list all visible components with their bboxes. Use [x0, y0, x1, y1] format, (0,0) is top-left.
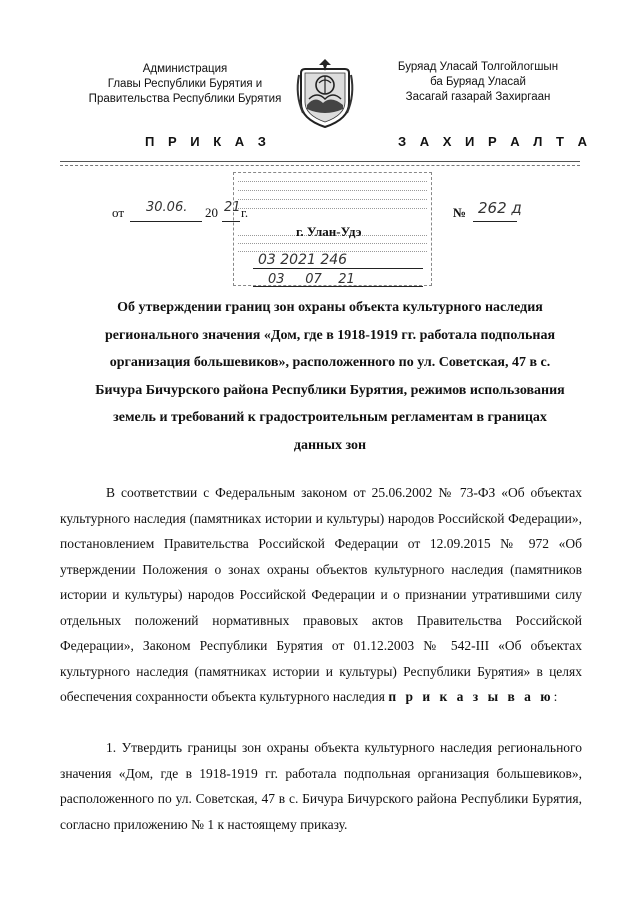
- year-handwritten: 21: [224, 200, 241, 215]
- order-title-ru: П Р И К А З: [145, 134, 271, 149]
- coat-of-arms-emblem: [293, 55, 357, 131]
- number-handwritten: 262 д: [478, 199, 522, 217]
- city-name: г. Улан-Удэ: [296, 224, 362, 239]
- issuer-ru-line-2: Главы Республики Бурятия и: [107, 78, 263, 90]
- order-title-bua: З А Х И Р А Л Т А: [398, 134, 592, 149]
- issuer-ru: [80, 62, 290, 107]
- issuer-bua: [378, 60, 578, 105]
- issuer-bua-line-3: Засагай газарай Захиргаан: [405, 91, 551, 103]
- preamble-text: В соответствии с Федеральным законом от 25.06.2002 № 73-ФЗ «Об объектах культурного наследия (памятниках истории и культуры) народов Российской Федерации», постановлением Правительства Российской Федерации от 12.09.2015 № 972 «Об утверждении Положения о зонах охраны объектов культурного наследия (памятников истории и культуры) народов Российской Федерации и о признании утратившими силу отдельных положений нормативных правовых актов Правительства Российской Федерации», Законом Республики Бурятия от 01.12.2003 № 542-III «Об объектах культурного наследия (памятниках истории и культуры) Республики Бурятия» в целях обеспечения сохранности объекта культурного наследия: [60, 485, 582, 704]
- issuer-ru-line-3: Правительства Республики Бурятия: [88, 93, 282, 105]
- clause-1: 1. Утвердить границы зон охраны объекта культурного наследия регионального значения «Дом, где в 1918-1919 гг. работала подпольная организация большевиков», расположенного по ул. Советская, 47 в с. Бичура Бичурского района Республики Бурятия, согласно приложению № 1 к настоящему приказу.: [60, 740, 582, 832]
- issuer-ru-line-1: Администрация: [142, 63, 228, 75]
- registration-date: 03 07 21: [268, 272, 355, 287]
- order-colon: :: [553, 689, 558, 704]
- issuer-bua-line-1: Буряад Уласай Толгойлогшын: [397, 61, 559, 73]
- issuer-bua-line-2: ба Буряад Уласай: [430, 76, 526, 88]
- date-handwritten: 30.06.: [146, 200, 188, 215]
- registration-number: 03 2021 246: [258, 252, 348, 268]
- number-sign: №: [453, 205, 467, 220]
- preamble-paragraph: [60, 480, 582, 710]
- year-prefix: 20: [205, 205, 218, 220]
- header-divider-dotted: [60, 165, 580, 168]
- date-prefix: от: [112, 205, 125, 220]
- order-verb: п р и к а з ы в а ю: [388, 689, 554, 704]
- year-suffix: г.: [241, 205, 249, 220]
- document-title: Об утверждении границ зон охраны объекта культурного наследия регионального значения «Дом, где в 1918-1919 гг. работала подпольная организация большевиков», расположенного по ул. Советская, 47 в с. Бичура Бичурского района Республики Бурятия, режимов использования земель и требований к градостроительным регламентам в границах данных зон: [95, 300, 565, 453]
- header-divider: [60, 161, 580, 162]
